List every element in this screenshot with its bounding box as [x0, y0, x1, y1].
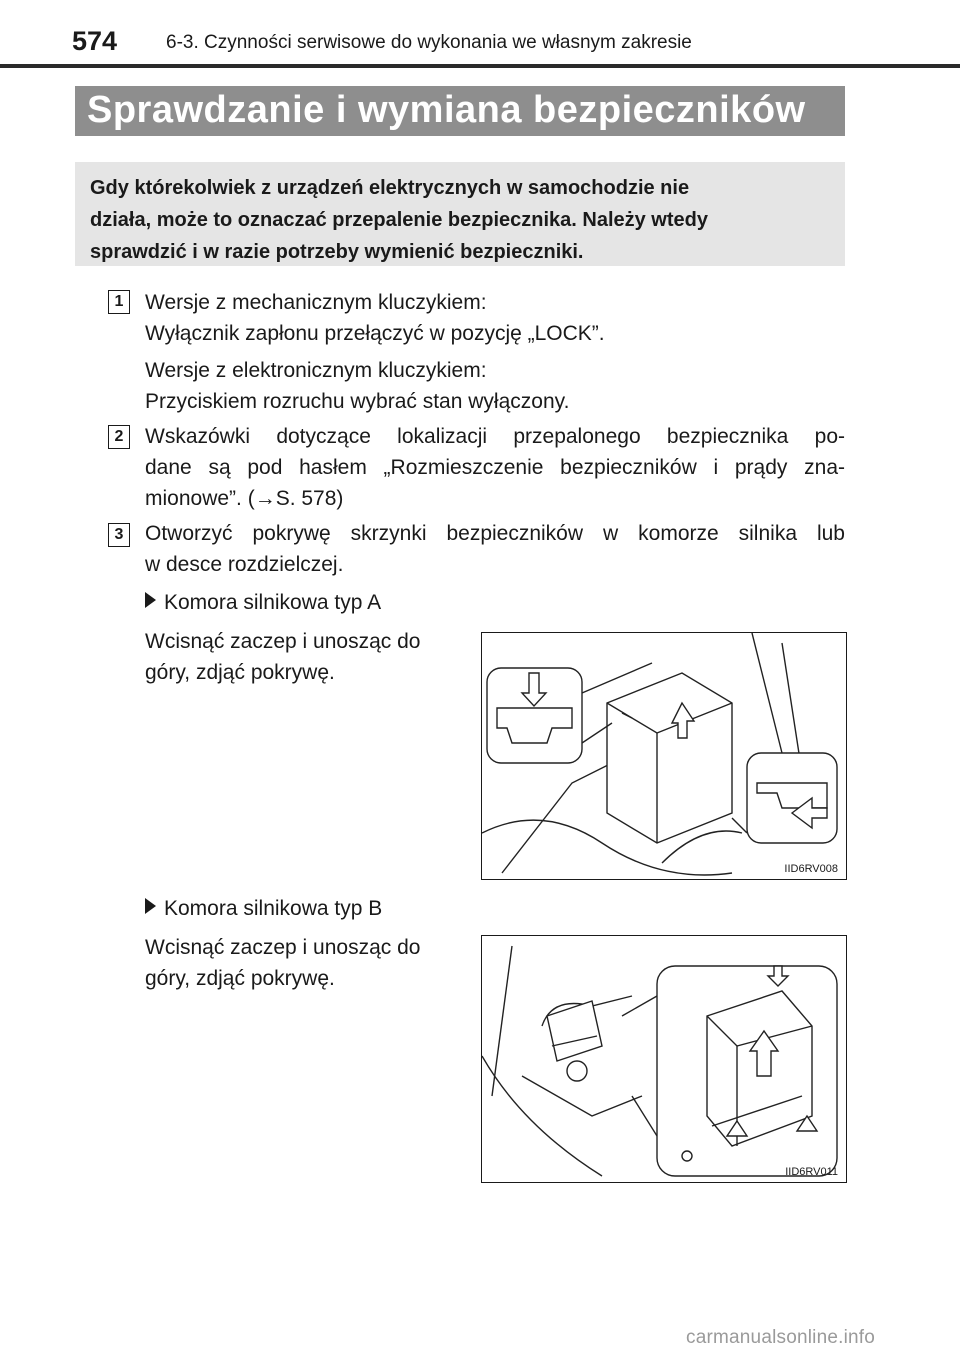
step-1-line: Wyłącznik zapłonu przełączyć w pozycję „LOCK”.: [145, 322, 605, 345]
page-header: [62, 20, 922, 60]
fuse-box-type-a-illustration: [482, 633, 846, 879]
subsection-heading-text: Komora silnikowa typ B: [164, 897, 383, 920]
subsection-heading-a: [145, 591, 381, 615]
subsection-heading-b: [145, 897, 382, 921]
figure-engine-bay-type-b: [481, 935, 847, 1183]
page-number: 574: [72, 26, 118, 56]
fuse-box-type-b-illustration: [482, 936, 846, 1182]
step-2-line: mionowe”. (→S. 578): [145, 487, 344, 510]
intro-text: [90, 172, 830, 268]
figure-code: IID6RV008: [784, 863, 838, 875]
step-1-line: Wersje z elektronicznym kluczykiem:: [145, 359, 487, 382]
intro-line: sprawdzić i w razie potrzeby wymienić bezpieczniki.: [90, 241, 584, 263]
intro-box: [75, 162, 845, 266]
figure-code: IID6RV011: [785, 1166, 838, 1178]
subsection-b-text: Wcisnąć zaczep i unosząc do: [145, 936, 421, 959]
header-divider: [0, 64, 960, 68]
subsection-heading-text: Komora silnikowa typ A: [164, 591, 382, 614]
footer-watermark: carmanualsonline.info: [686, 1327, 876, 1348]
step-1-line: Przyciskiem rozruchu wybrać stan wyłączony.: [145, 390, 570, 413]
step-number-3: 3: [108, 523, 130, 547]
step-1-line: Wersje z mechanicznym kluczykiem:: [145, 291, 487, 314]
section-title-bar: [75, 86, 845, 136]
triangle-bullet-icon: [145, 592, 156, 608]
step-2-line: dane są pod hasłem „Rozmieszczenie bezpieczników i prądy zna-: [145, 456, 845, 479]
step-number-1: 1: [108, 290, 130, 314]
step-2-line: Wskazówki dotyczące lokalizacji przepalonego bezpiecznika po-: [145, 425, 845, 448]
figure-engine-bay-type-a: [481, 632, 847, 880]
intro-line: Gdy którekolwiek z urządzeń elektrycznych w samochodzie nie: [90, 177, 690, 199]
subsection-a-text: góry, zdjąć pokrywę.: [145, 661, 335, 684]
section-title: Sprawdzanie i wymiana bezpieczników: [87, 89, 806, 131]
triangle-bullet-icon: [145, 898, 156, 914]
subsection-a-text: Wcisnąć zaczep i unosząc do: [145, 630, 421, 653]
chapter-title: 6-3. Czynności serwisowe do wykonania we własnym zakresie: [166, 32, 692, 53]
step-3-line: Otworzyć pokrywę skrzynki bezpieczników w komorze silnika lub: [145, 522, 845, 545]
step-number-2: 2: [108, 425, 130, 449]
intro-line: działa, może to oznaczać przepalenie bezpiecznika. Należy wtedy: [90, 209, 708, 231]
subsection-b-text: góry, zdjąć pokrywę.: [145, 967, 335, 990]
step-3-line: w desce rozdzielczej.: [145, 553, 344, 576]
